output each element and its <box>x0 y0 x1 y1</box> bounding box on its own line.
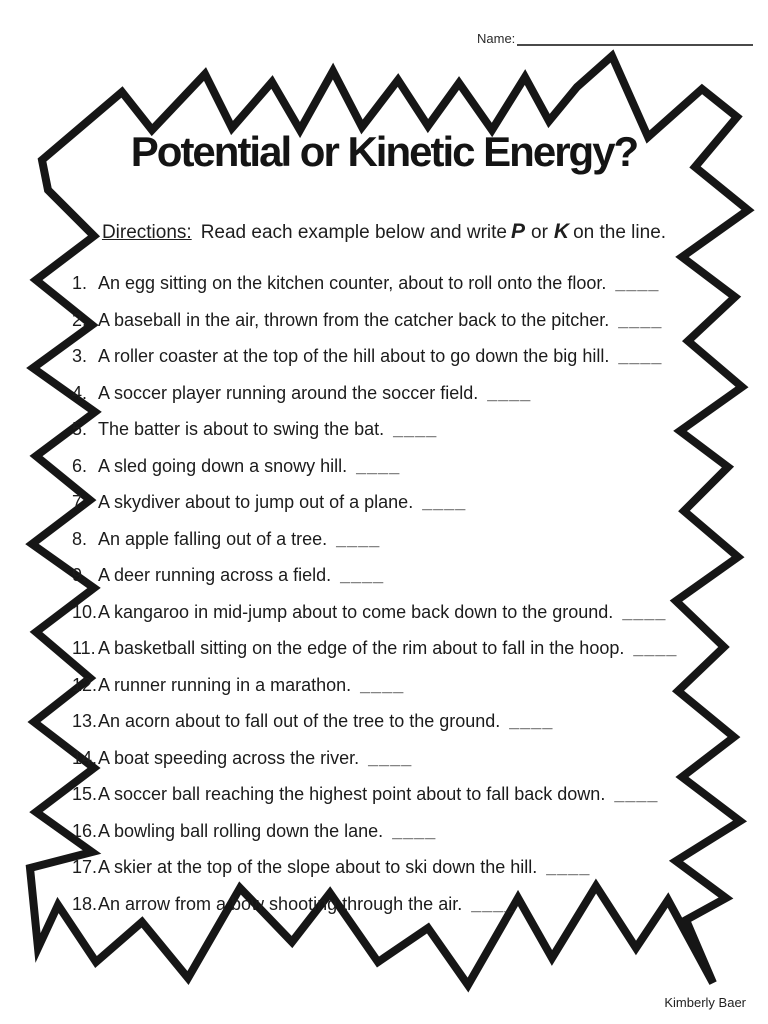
item-number: 9. <box>72 565 88 585</box>
item-number: 7. <box>72 492 88 512</box>
answer-blank[interactable]: ____ <box>622 601 667 622</box>
answer-blank[interactable]: ____ <box>633 638 678 658</box>
answer-blank[interactable]: ____ <box>546 857 591 877</box>
item-number: 15. <box>72 784 98 804</box>
item-text: A runner running in a marathon. <box>98 674 352 695</box>
list-item <box>72 383 734 420</box>
item-text: A soccer player running around the soccer field. <box>98 382 479 403</box>
list-item <box>72 821 734 858</box>
item-number: 1. <box>72 273 88 293</box>
item-number: 5. <box>72 419 88 439</box>
directions-label: Directions: <box>101 222 192 243</box>
item-number: 17. <box>72 857 98 877</box>
answer-blank[interactable]: ____ <box>615 273 660 293</box>
footer-credit: Kimberly Baer <box>664 995 746 1010</box>
item-number: 18. <box>72 893 98 914</box>
item-number: 13. <box>72 711 98 731</box>
item-number: 6. <box>72 455 88 476</box>
list-item <box>72 857 734 894</box>
directions-or: or <box>531 222 548 243</box>
list-item <box>72 273 734 310</box>
directions-letter-p: P <box>510 220 525 243</box>
list-item <box>72 784 734 821</box>
item-text: A baseball in the air, thrown from the catcher back to the pitcher. <box>98 309 610 330</box>
answer-blank[interactable]: ____ <box>336 528 381 549</box>
item-number: 8. <box>72 528 88 549</box>
item-text: An acorn about to fall out of the tree to the ground. <box>98 711 501 731</box>
item-number: 3. <box>72 346 88 366</box>
answer-blank[interactable]: ____ <box>509 711 554 731</box>
item-number: 12. <box>72 674 98 695</box>
answer-blank[interactable]: ____ <box>422 492 467 512</box>
list-item <box>72 711 734 748</box>
answer-blank[interactable]: ____ <box>360 674 405 695</box>
directions-text-post: on the line. <box>573 222 667 243</box>
item-text: A bowling ball rolling down the lane. <box>98 820 384 841</box>
item-text: A kangaroo in mid-jump about to come back down to the ground. <box>98 601 614 622</box>
list-item <box>72 675 734 712</box>
list-item <box>72 529 734 566</box>
question-list <box>72 273 734 930</box>
item-text: An egg sitting on the kitchen counter, about to roll onto the floor. <box>98 273 607 293</box>
answer-blank[interactable]: ____ <box>614 784 659 804</box>
list-item <box>72 456 734 493</box>
list-item <box>72 748 734 785</box>
item-text: A roller coaster at the top of the hill about to go down the big hill. <box>98 346 610 366</box>
item-text: A deer running across a field. <box>98 565 332 585</box>
list-item <box>72 310 734 347</box>
item-number: 2. <box>72 309 88 330</box>
page-title: Potential or Kinetic Energy? <box>130 128 638 175</box>
answer-blank[interactable]: ____ <box>487 382 532 403</box>
answer-blank[interactable]: ____ <box>340 565 385 585</box>
list-item <box>72 894 734 931</box>
answer-blank[interactable]: ____ <box>393 419 438 439</box>
answer-blank[interactable]: ____ <box>618 309 663 330</box>
list-item <box>72 638 734 675</box>
list-item <box>72 602 734 639</box>
item-text: A sled going down a snowy hill. <box>98 455 348 476</box>
item-text: A soccer ball reaching the highest point about to fall back down. <box>98 784 606 804</box>
item-number: 10. <box>72 601 98 622</box>
item-text: An apple falling out of a tree. <box>98 528 328 549</box>
answer-blank[interactable]: ____ <box>392 820 437 841</box>
directions <box>0 220 768 244</box>
item-number: 4. <box>72 382 88 403</box>
name-row <box>477 30 753 46</box>
item-text: A boat speeding across the river. <box>98 747 360 768</box>
item-text: A skydiver about to jump out of a plane. <box>98 492 414 512</box>
item-text: A basketball sitting on the edge of the rim about to fall in the hoop. <box>98 638 625 658</box>
list-item <box>72 419 734 456</box>
answer-blank[interactable]: ____ <box>368 747 413 768</box>
name-label: Name: <box>477 31 516 46</box>
item-number: 11. <box>72 638 96 658</box>
list-item <box>72 492 734 529</box>
answer-blank[interactable]: ____ <box>356 455 401 476</box>
list-item <box>72 346 734 383</box>
list-item <box>72 565 734 602</box>
answer-blank[interactable]: ____ <box>471 893 516 914</box>
item-text: An arrow from a bow shooting through the air. <box>98 893 463 914</box>
item-number: 14. <box>72 747 98 768</box>
directions-text-pre: Read each example below and write <box>200 222 507 243</box>
name-blank-line[interactable] <box>517 30 753 46</box>
item-text: The batter is about to swing the bat. <box>98 419 385 439</box>
item-number: 16. <box>72 820 98 841</box>
item-text: A skier at the top of the slope about to ski down the hill. <box>98 857 538 877</box>
answer-blank[interactable]: ____ <box>618 346 663 366</box>
directions-letter-k: K <box>553 220 570 243</box>
